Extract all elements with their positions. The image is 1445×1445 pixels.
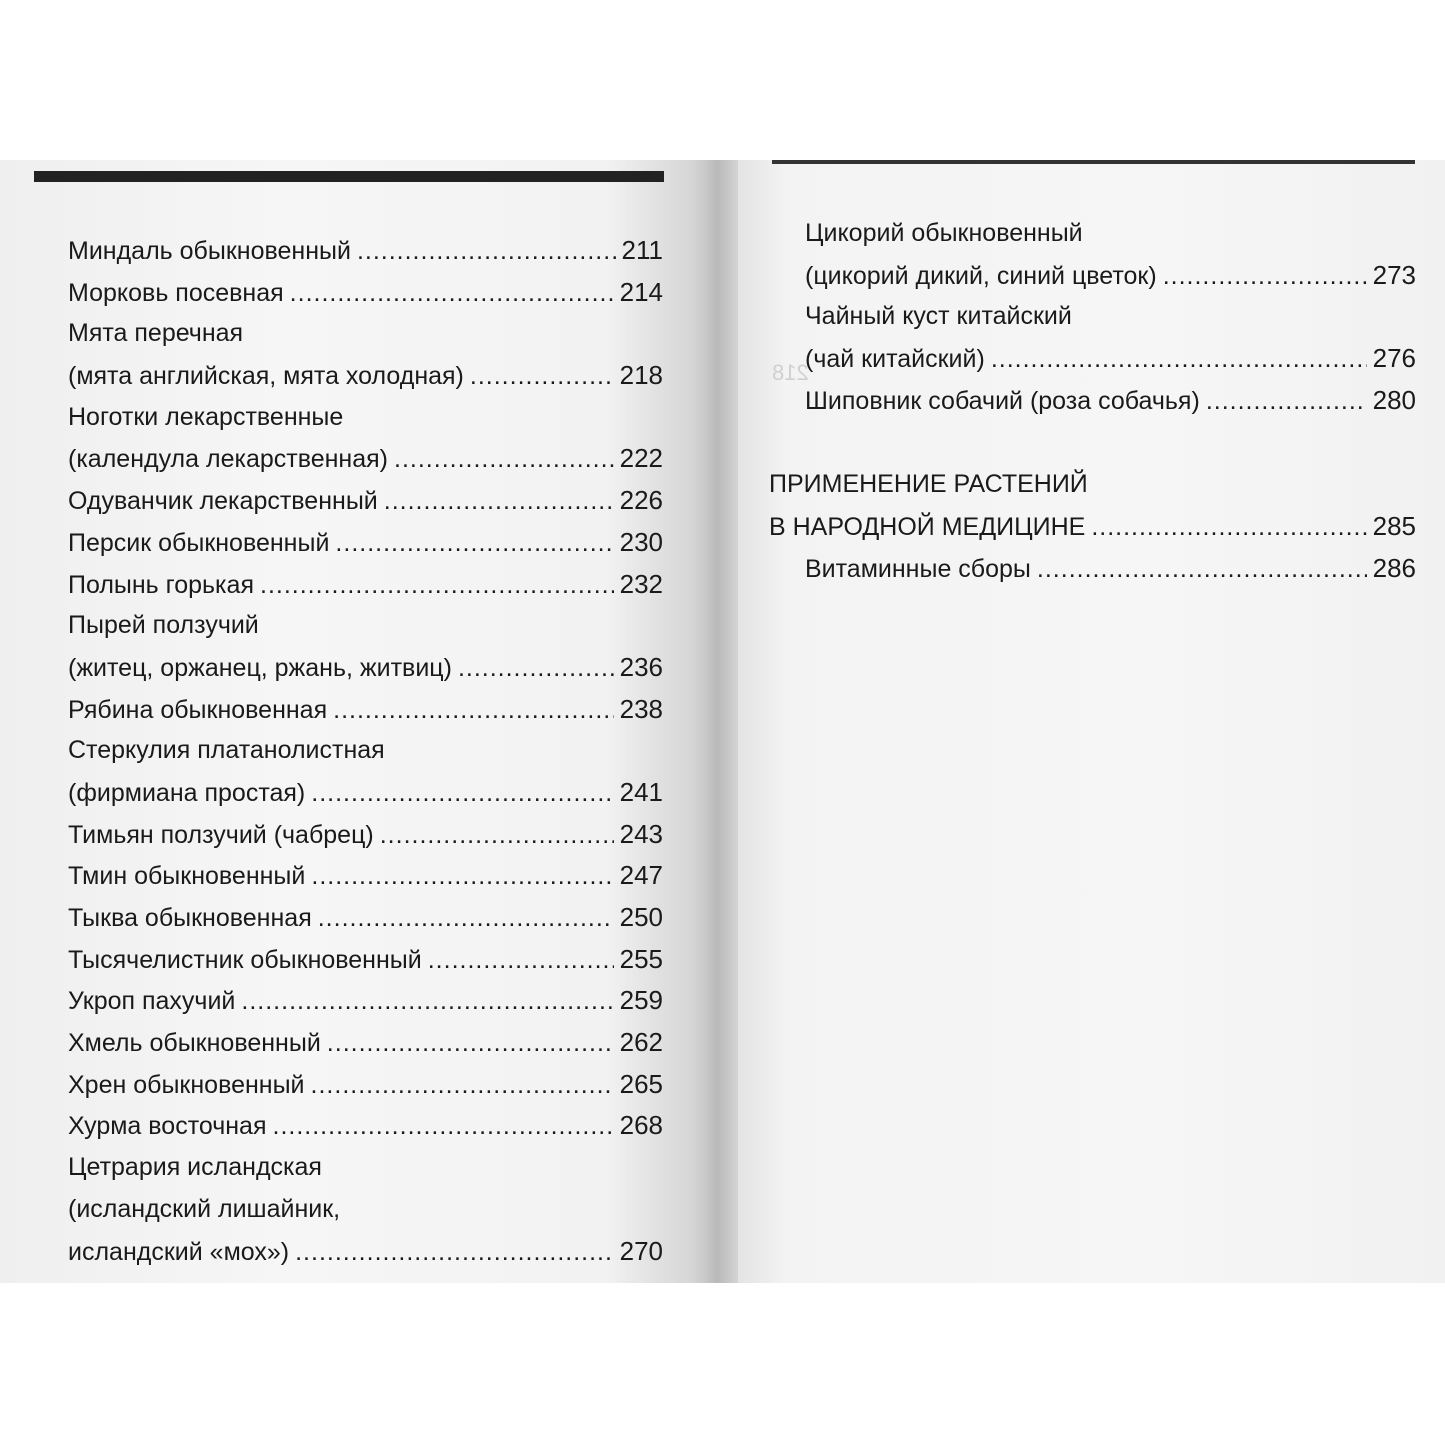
toc-entry[interactable] [68,272,663,314]
dot-leader [327,1023,614,1065]
page-number: 222 [619,443,663,474]
entry-title: ПРИМЕНЕНИЕ РАСТЕНИЙ [769,470,1088,499]
toc-line [68,1022,663,1064]
dot-leader [311,773,613,815]
toc-line [68,1105,663,1147]
toc-entry[interactable] [805,296,1416,379]
dot-leader [470,356,614,398]
toc-line [68,230,663,272]
entry-title: Чайный куст китайский [805,302,1072,331]
right-page [712,160,1445,1283]
entry-title: Укроп пахучий [68,987,236,1016]
toc-entry[interactable] [68,522,663,564]
toc-line [68,939,663,981]
page-number: 265 [619,1068,663,1099]
entry-title: Хмель обыкновенный [68,1029,321,1058]
toc-section-heading[interactable] [769,464,1416,547]
entry-title: Миндаль обыкновенный [68,237,351,265]
page-number: 236 [619,651,663,682]
toc-entry[interactable] [68,564,663,606]
page-number: 232 [619,568,663,599]
dot-leader [357,231,616,273]
page-number: 276 [1372,343,1416,374]
toc-line [68,855,663,897]
toc-entry[interactable] [68,1064,663,1106]
page-number: 273 [1372,259,1416,290]
dot-leader [273,1106,614,1148]
dot-leader [428,940,614,982]
dot-leader [260,565,614,607]
entry-title: (чай китайский) [805,345,985,374]
entry-title: В НАРОДНОЙ МЕДИЦИНЕ [769,513,1086,542]
toc-entry[interactable] [68,855,663,897]
page-number: 243 [619,818,663,849]
toc-entry[interactable] [68,814,663,856]
entry-title: Тмин обыкновенный [68,862,306,891]
toc-line [68,647,663,689]
toc-line [68,1147,663,1189]
toc-entry[interactable] [805,213,1416,296]
toc-line [68,1189,663,1231]
toc-entry[interactable] [68,730,663,813]
toc-line [805,380,1416,422]
toc-entry[interactable] [805,548,1416,590]
toc-line [769,464,1416,506]
toc-line [68,438,663,480]
toc-line [68,980,663,1022]
page-number: 285 [1372,511,1416,542]
toc-line [68,814,663,856]
toc-line [68,522,663,564]
page-number: 262 [619,1027,663,1058]
dot-leader [380,815,614,857]
dot-leader [1091,507,1366,549]
toc-entry[interactable] [68,397,663,480]
entry-title: Цикорий обыкновенный [805,219,1083,247]
page-number: 218 [619,360,663,391]
dot-leader [384,481,614,523]
page-number: 247 [619,860,663,891]
dot-leader [295,1232,614,1274]
entry-title: Ноготки лекарственные [68,402,344,431]
page-number: 211 [621,235,663,265]
dot-leader [991,339,1367,381]
entry-title: Полынь горькая [68,570,254,599]
entry-title: Морковь посевная [68,278,284,307]
dot-leader [311,856,613,898]
toc-line [68,730,663,772]
toc-line [805,548,1416,590]
page-number: 214 [619,276,663,307]
dot-leader [458,648,614,690]
toc-line [769,506,1416,548]
entry-title: (календула лекарственная) [68,445,389,474]
page-number: 226 [619,485,663,516]
left-page [0,160,712,1283]
toc-line [68,1064,663,1106]
toc-line [68,564,663,606]
entry-title: Персик обыкновенный [68,528,330,557]
toc-entry[interactable] [68,1022,663,1064]
entry-title: Витаминные сборы [805,554,1031,583]
dot-leader [1163,256,1367,298]
toc-entry[interactable] [68,1105,663,1147]
toc-entry[interactable] [68,980,663,1022]
entry-title: Мята перечная [68,319,244,348]
entry-title: Тыква обыкновенная [68,904,312,932]
toc-line [68,772,663,814]
entry-title: Стеркулия платанолистная [68,736,385,765]
dot-leader [311,1065,614,1107]
book-spread [0,160,1445,1283]
toc-entry[interactable] [68,897,663,939]
toc-line [68,313,663,355]
entry-title: (мята английская, мята холодная) [68,362,464,391]
entry-title: Хрен обыкновенный [68,1070,305,1099]
entry-title: Цетрария исландская [68,1153,322,1182]
entry-title: (цикорий дикий, синий цветок) [805,261,1157,290]
page-number: 270 [619,1235,663,1266]
toc-line [805,338,1416,380]
entry-title: Хурма восточная [68,1112,267,1141]
entry-title: (фирмиана простая) [68,778,306,807]
dot-leader [241,981,613,1023]
page-number: 250 [619,902,663,932]
page-number: 255 [619,943,663,974]
toc-entry[interactable] [805,380,1416,422]
page-number: 268 [619,1110,663,1141]
toc-line [68,1231,663,1273]
toc-line [805,255,1416,297]
entry-title: (исландский лишайник, [68,1194,341,1223]
dot-leader [335,523,613,565]
toc-line [68,355,663,397]
toc-entry[interactable] [68,689,663,731]
entry-title: исландский «мох») [68,1237,290,1266]
entry-title: Тысячелистник обыкновенный [68,945,422,974]
bleed-through-number: 218 [772,360,809,385]
page-number: 259 [619,985,663,1016]
entry-title: Пырей ползучий [68,611,259,640]
toc-entry[interactable] [68,1147,663,1272]
toc-line [68,897,663,939]
page-number: 230 [619,526,663,557]
entry-title: (житец, оржанец, ржань, житвиц) [68,653,452,682]
entry-title: Тимьян ползучий (чабрец) [68,820,374,849]
toc-entry[interactable] [68,230,663,272]
toc-entry[interactable] [68,939,663,981]
header-rule [34,171,664,182]
entry-title: Шиповник собачий (роза собачья) [805,386,1200,415]
toc-left [68,230,663,1272]
dot-leader [394,439,614,481]
entry-title: Рябина обыкновенная [68,695,328,724]
dot-leader [318,898,614,940]
dot-leader [1206,381,1367,423]
page-number: 238 [619,693,663,724]
toc-line [805,213,1416,255]
toc-line [68,272,663,314]
entry-title: Одуванчик лекарственный [68,487,378,516]
toc-line [68,397,663,439]
toc-line [68,689,663,731]
toc-entry[interactable] [68,605,663,688]
toc-line [68,480,663,522]
dot-leader [290,273,614,315]
book-spine [700,160,738,1283]
page-number: 280 [1372,384,1416,415]
page-number: 286 [1372,552,1416,583]
section-gap [805,421,1416,464]
dot-leader [333,690,613,732]
page-number: 241 [619,776,663,807]
dot-leader [1037,549,1367,591]
toc-entry[interactable] [68,480,663,522]
toc-line [805,296,1416,338]
toc-entry[interactable] [68,313,663,396]
toc-line [68,605,663,647]
header-rule [772,160,1415,164]
